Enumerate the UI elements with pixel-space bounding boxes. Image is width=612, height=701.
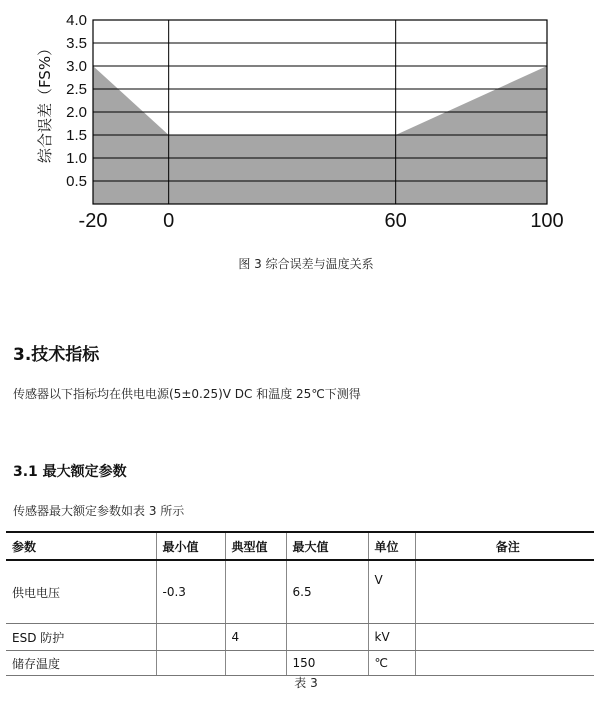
y-tick-label: 1.0	[66, 150, 87, 167]
cell-unit: kV	[368, 624, 415, 651]
cell-min	[156, 624, 225, 651]
header-min: 最小值	[156, 532, 225, 560]
cell-typ	[225, 560, 286, 624]
y-tick-label: 0.5	[66, 173, 87, 190]
section-3-text: 传感器以下指标均在供电电源(5±0.25)V DC 和温度 25℃下测得	[13, 387, 361, 401]
table-row	[6, 624, 594, 651]
table-row	[6, 560, 594, 624]
y-tick-label: 4.0	[66, 12, 87, 29]
section-3-1-text: 传感器最大额定参数如表 3 所示	[13, 504, 185, 518]
cell-typ	[225, 651, 286, 676]
table-row	[6, 651, 594, 676]
y-tick-label: 1.5	[66, 127, 87, 144]
x-tick-label: 60	[384, 210, 407, 232]
cell-min: -0.3	[156, 560, 225, 624]
y-tick-label: 2.5	[66, 81, 87, 98]
cell-unit: ℃	[368, 651, 415, 676]
section-3-title: 3.技术指标	[13, 345, 100, 365]
figure-caption: 图 3 综合误差与温度关系	[238, 257, 374, 271]
cell-note	[415, 560, 594, 624]
cell-max	[286, 624, 368, 651]
y-tick-label: 3.0	[66, 58, 87, 75]
section-3-1-title: 3.1 最大额定参数	[13, 464, 127, 480]
x-tick-label: -20	[78, 210, 108, 232]
header-note: 备注	[415, 532, 594, 560]
cell-unit: V	[368, 560, 415, 624]
x-tick-label: 0	[163, 210, 175, 232]
error-temperature-chart	[0, 0, 612, 240]
cell-param: ESD 防护	[6, 624, 156, 651]
y-tick-label: 3.5	[66, 35, 87, 52]
y-tick-label: 2.0	[66, 104, 87, 121]
x-tick-label: 100	[530, 210, 564, 232]
chart-svg	[0, 0, 612, 240]
max-rating-table	[6, 531, 594, 676]
table-header-row	[6, 532, 594, 560]
header-param: 参数	[6, 532, 156, 560]
y-axis-label: 综合误差（FS%）	[36, 40, 54, 164]
cell-min	[156, 651, 225, 676]
cell-max: 6.5	[286, 560, 368, 624]
header-max: 最大值	[286, 532, 368, 560]
cell-param: 供电电压	[6, 560, 156, 624]
cell-note	[415, 624, 594, 651]
cell-param: 储存温度	[6, 651, 156, 676]
cell-note	[415, 651, 594, 676]
cell-max: 150	[286, 651, 368, 676]
cell-typ: 4	[225, 624, 286, 651]
table-caption: 表 3	[294, 676, 318, 690]
header-unit: 单位	[368, 532, 415, 560]
header-typ: 典型值	[225, 532, 286, 560]
